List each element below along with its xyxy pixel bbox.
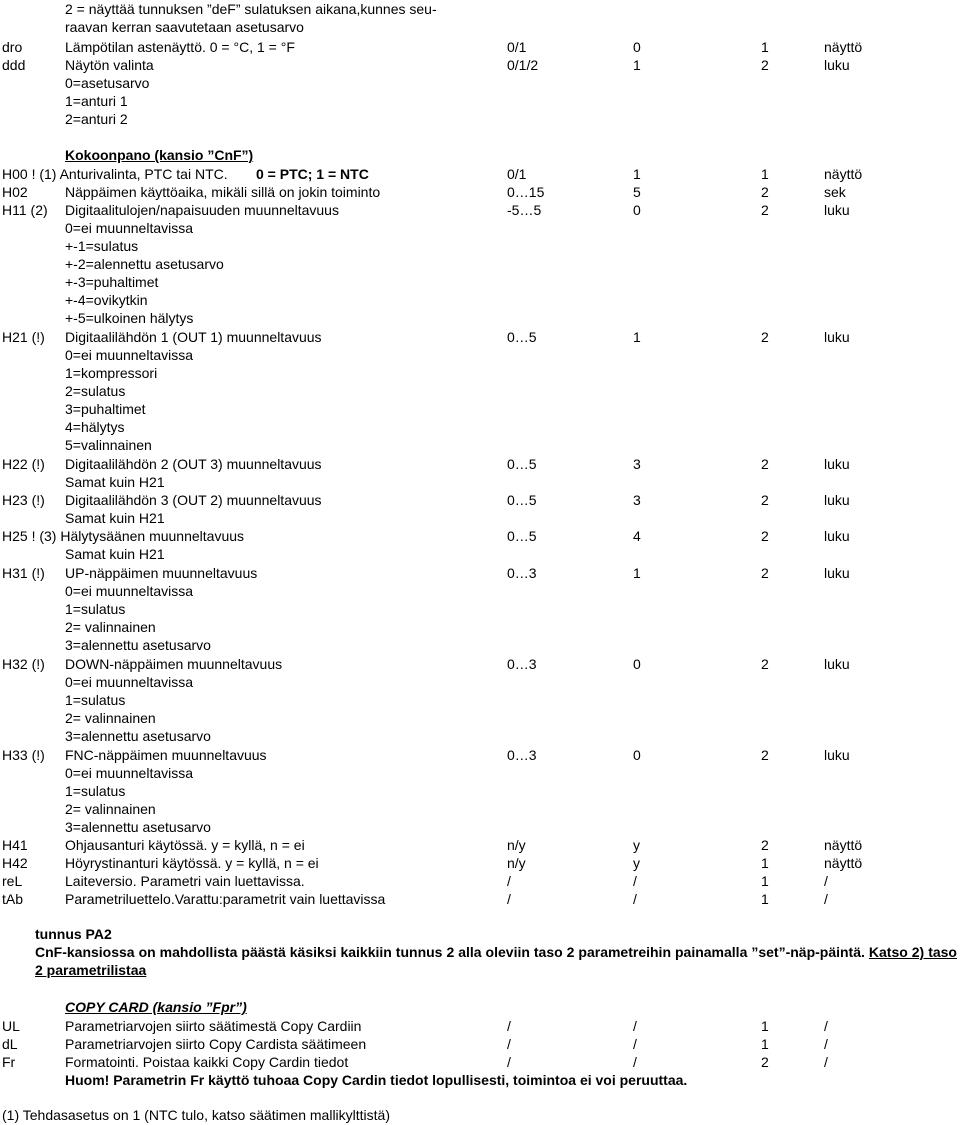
param-unit: luku bbox=[824, 747, 850, 763]
table-row bbox=[0, 382, 960, 400]
param-level: 1 bbox=[761, 39, 769, 55]
param-description: 1=kompressori bbox=[65, 365, 158, 381]
param-level: 2 bbox=[761, 1054, 769, 1070]
param-description: Näytön valinta bbox=[65, 57, 154, 73]
param-code-desc: H00 ! (1) Anturivalinta, PTC tai NTC. bbox=[2, 166, 228, 182]
table-row bbox=[0, 527, 960, 545]
param-default: / bbox=[633, 873, 637, 889]
param-code: ddd bbox=[2, 57, 26, 73]
table-row bbox=[0, 491, 960, 509]
param-description: Digitaalitulojen/napaisuuden muunneltavuus bbox=[65, 202, 339, 218]
param-description: +-3=puhaltimet bbox=[65, 274, 159, 290]
param-level: 2 bbox=[761, 656, 769, 672]
param-default: / bbox=[633, 891, 637, 907]
param-description: 0=ei muunneltavissa bbox=[65, 347, 194, 363]
param-range: / bbox=[507, 1018, 511, 1034]
param-unit: luku bbox=[824, 57, 850, 73]
param-unit: luku bbox=[824, 456, 850, 472]
param-default: 1 bbox=[633, 565, 641, 581]
pa2-text: CnF-kansiossa on mahdollista päästä käsiksi kaikkiin tunnus 2 alla oleviin taso 2 parametreihin painamalla ”set”-näp-päintä. bbox=[35, 944, 869, 960]
table-row bbox=[0, 746, 960, 764]
copy-card-heading: COPY CARD (kansio ”Fpr”) bbox=[65, 999, 247, 1015]
param-level: 2 bbox=[761, 747, 769, 763]
table-row bbox=[0, 92, 960, 110]
param-description: Samat kuin H21 bbox=[65, 510, 165, 526]
param-code: Fr bbox=[2, 1054, 16, 1070]
pa2-title: tunnus PA2 bbox=[35, 926, 112, 942]
param-level: 2 bbox=[761, 329, 769, 345]
param-code: H23 (!) bbox=[2, 492, 45, 508]
param-default: 0 bbox=[633, 656, 641, 672]
copy-card-row bbox=[0, 1035, 960, 1053]
table-row bbox=[0, 764, 960, 782]
table-row bbox=[0, 836, 960, 854]
param-code: reL bbox=[2, 873, 23, 889]
table-row bbox=[0, 237, 960, 255]
param-level: 2 bbox=[761, 528, 769, 544]
param-description: Parametriarvojen siirto säätimestä Copy Cardiin bbox=[65, 1018, 362, 1034]
param-range: 0…3 bbox=[507, 747, 537, 763]
param-unit: luku bbox=[824, 492, 850, 508]
param-description: 0=ei muunneltavissa bbox=[65, 674, 194, 690]
param-range: 0…3 bbox=[507, 656, 537, 672]
param-level: 2 bbox=[761, 57, 769, 73]
param-level: 2 bbox=[761, 837, 769, 853]
param-range: / bbox=[507, 873, 511, 889]
param-description: 1=sulatus bbox=[65, 783, 126, 799]
param-default: 0 bbox=[633, 747, 641, 763]
param-default: 3 bbox=[633, 456, 641, 472]
param-level: 2 bbox=[761, 492, 769, 508]
table-row bbox=[0, 346, 960, 364]
table-row bbox=[0, 727, 960, 745]
section-heading: Kokoonpano (kansio ”CnF”) bbox=[65, 147, 254, 163]
param-code: H11 (2) bbox=[2, 202, 48, 218]
param-range: 0/1 bbox=[507, 39, 527, 55]
param-description: +-1=sulatus bbox=[65, 238, 139, 254]
param-description: FNC-näppäimen muunneltavuus bbox=[65, 747, 267, 763]
param-description: Parametriluettelo.Varattu:parametrit vain luettavissa bbox=[65, 891, 386, 907]
param-description: 3=puhaltimet bbox=[65, 401, 146, 417]
table-row bbox=[0, 364, 960, 382]
param-description: 2=sulatus bbox=[65, 383, 126, 399]
copy-card-row bbox=[0, 1053, 960, 1071]
table-row bbox=[0, 854, 960, 872]
table-row bbox=[0, 0, 960, 18]
param-code: H33 (!) bbox=[2, 747, 45, 763]
param-level: 1 bbox=[761, 1018, 769, 1034]
param-range: n/y bbox=[507, 855, 526, 871]
param-level: 2 bbox=[761, 456, 769, 472]
param-range: 0…5 bbox=[507, 329, 537, 345]
param-level: 1 bbox=[761, 891, 769, 907]
param-description: Parametriarvojen siirto Copy Cardista säätimeen bbox=[65, 1036, 367, 1052]
param-code: H31 (!) bbox=[2, 565, 45, 581]
param-level: 2 bbox=[761, 565, 769, 581]
table-row bbox=[0, 219, 960, 237]
table-row bbox=[0, 110, 960, 128]
table-row bbox=[0, 691, 960, 709]
param-description: Lämpötilan astenäyttö. 0 = °C, 1 = °F bbox=[65, 39, 295, 55]
table-row bbox=[0, 673, 960, 691]
param-code: UL bbox=[2, 1018, 20, 1034]
footnote: (1) Tehdasasetus on 1 (NTC tulo, katso säätimen mallikylttistä) bbox=[2, 1107, 391, 1123]
param-range: / bbox=[507, 1036, 511, 1052]
param-default: / bbox=[633, 1036, 637, 1052]
table-row bbox=[0, 600, 960, 618]
param-level: 2 bbox=[761, 202, 769, 218]
param-description: Samat kuin H21 bbox=[65, 474, 165, 490]
param-code: H21 (!) bbox=[2, 329, 45, 345]
table-row bbox=[0, 400, 960, 418]
table-row bbox=[0, 872, 960, 890]
table-row bbox=[0, 636, 960, 654]
pa2-link[interactable]: Katso 2) taso 2 parametrilistaa bbox=[35, 944, 957, 978]
param-unit: sek bbox=[824, 184, 846, 200]
table-row bbox=[0, 328, 960, 346]
param-level: 1 bbox=[761, 873, 769, 889]
param-unit: / bbox=[824, 1018, 828, 1034]
param-code: tAb bbox=[2, 891, 24, 907]
param-description: 0=ei muunneltavissa bbox=[65, 583, 194, 599]
param-level: 1 bbox=[761, 166, 769, 182]
param-default: y bbox=[633, 855, 640, 871]
table-row bbox=[0, 309, 960, 327]
param-description: Digitaalilähdön 3 (OUT 2) muunneltavuus bbox=[65, 492, 322, 508]
param-description: 3=alennettu asetusarvo bbox=[65, 819, 211, 835]
table-row bbox=[0, 618, 960, 636]
param-code: H02 bbox=[2, 184, 28, 200]
param-range: 0/1 bbox=[507, 166, 527, 182]
param-code: H22 (!) bbox=[2, 456, 45, 472]
table-row bbox=[0, 890, 960, 908]
param-range: 0/1/2 bbox=[507, 57, 539, 73]
param-default: / bbox=[633, 1018, 637, 1034]
param-unit: / bbox=[824, 1054, 828, 1070]
table-row bbox=[0, 818, 960, 836]
param-range: 0…15 bbox=[507, 184, 545, 200]
param-code: dL bbox=[2, 1036, 18, 1052]
table-row bbox=[0, 255, 960, 273]
pa2-description bbox=[35, 943, 957, 979]
param-description: Ohjausanturi käytössä. y = kyllä, n = ei bbox=[65, 837, 305, 853]
param-code-desc: H25 ! (3) Hälytysäänen muunneltavuus bbox=[2, 528, 245, 544]
param-description: 4=hälytys bbox=[65, 419, 125, 435]
param-range: 0…3 bbox=[507, 565, 537, 581]
param-unit: näyttö bbox=[824, 166, 863, 182]
param-description: 1=sulatus bbox=[65, 692, 126, 708]
table-row bbox=[0, 418, 960, 436]
param-desc-bold: 0 = PTC; 1 = NTC bbox=[256, 166, 369, 182]
param-description: 2= valinnainen bbox=[65, 710, 156, 726]
param-description: DOWN-näppäimen muunneltavuus bbox=[65, 656, 283, 672]
param-range: / bbox=[507, 891, 511, 907]
table-row bbox=[0, 38, 960, 56]
param-code: H42 bbox=[2, 855, 28, 871]
table-row bbox=[0, 273, 960, 291]
param-default: 1 bbox=[633, 329, 641, 345]
table-row bbox=[0, 509, 960, 527]
param-range: n/y bbox=[507, 837, 526, 853]
param-default: 3 bbox=[633, 492, 641, 508]
table-row bbox=[0, 545, 960, 563]
param-unit: / bbox=[824, 891, 828, 907]
param-unit: luku bbox=[824, 202, 850, 218]
param-default: 0 bbox=[633, 39, 641, 55]
param-default: y bbox=[633, 837, 640, 853]
table-row bbox=[0, 146, 960, 164]
param-unit: / bbox=[824, 873, 828, 889]
param-level: 1 bbox=[761, 1036, 769, 1052]
param-unit: näyttö bbox=[824, 39, 863, 55]
param-description: 2= valinnainen bbox=[65, 801, 156, 817]
param-unit: näyttö bbox=[824, 837, 863, 853]
copy-card-row bbox=[0, 1017, 960, 1035]
table-row bbox=[0, 183, 960, 201]
copy-card-heading-line bbox=[0, 998, 960, 1016]
table-row bbox=[0, 436, 960, 454]
param-description: 3=alennettu asetusarvo bbox=[65, 637, 211, 653]
param-default: 1 bbox=[633, 166, 641, 182]
param-range: 0…5 bbox=[507, 456, 537, 472]
param-unit: luku bbox=[824, 329, 850, 345]
table-row bbox=[0, 782, 960, 800]
param-level: 2 bbox=[761, 184, 769, 200]
param-range: / bbox=[507, 1054, 511, 1070]
table-row bbox=[0, 74, 960, 92]
param-code: H32 (!) bbox=[2, 656, 45, 672]
param-description: Näppäimen käyttöaika, mikäli sillä on jokin toiminto bbox=[65, 184, 381, 200]
table-row bbox=[0, 201, 960, 219]
param-default: 0 bbox=[633, 202, 641, 218]
table-row bbox=[0, 18, 960, 36]
table-row bbox=[0, 800, 960, 818]
param-description: 2= valinnainen bbox=[65, 619, 156, 635]
param-unit: / bbox=[824, 1036, 828, 1052]
param-description: 2 = näyttää tunnuksen ”deF” sulatuksen aikana,kunnes seu- bbox=[65, 1, 437, 17]
table-row bbox=[0, 291, 960, 309]
param-description: 0=asetusarvo bbox=[65, 75, 150, 91]
param-unit: luku bbox=[824, 528, 850, 544]
param-description: Höyrystinanturi käytössä. y = kyllä, n = ei bbox=[65, 855, 319, 871]
param-description: UP-näppäimen muunneltavuus bbox=[65, 565, 258, 581]
param-level: 1 bbox=[761, 855, 769, 871]
param-range: 0…5 bbox=[507, 528, 537, 544]
param-description: 2=anturi 2 bbox=[65, 111, 128, 127]
param-range: 0…5 bbox=[507, 492, 537, 508]
param-default: 1 bbox=[633, 57, 641, 73]
param-default: 5 bbox=[633, 184, 641, 200]
param-description: Formatointi. Poistaa kaikki Copy Cardin tiedot bbox=[65, 1054, 349, 1070]
param-description: +-5=ulkoinen hälytys bbox=[65, 310, 194, 326]
table-row bbox=[0, 582, 960, 600]
param-default: / bbox=[633, 1054, 637, 1070]
param-description: 0=ei muunneltavissa bbox=[65, 220, 194, 236]
param-range: -5…5 bbox=[507, 202, 542, 218]
param-description: raavan kerran saavutetaan asetusarvo bbox=[65, 19, 304, 35]
param-unit: luku bbox=[824, 565, 850, 581]
table-row bbox=[0, 455, 960, 473]
param-unit: luku bbox=[824, 656, 850, 672]
pa2-title-line bbox=[0, 925, 960, 943]
param-code: H41 bbox=[2, 837, 28, 853]
table-row bbox=[0, 655, 960, 673]
table-row bbox=[0, 564, 960, 582]
param-description: 0=ei muunneltavissa bbox=[65, 765, 194, 781]
param-description: +-2=alennettu asetusarvo bbox=[65, 256, 224, 272]
param-description: 5=valinnainen bbox=[65, 437, 152, 453]
param-unit: näyttö bbox=[824, 855, 863, 871]
param-description: Laiteversio. Parametri vain luettavissa. bbox=[65, 873, 305, 889]
param-description: Digitaalilähdön 1 (OUT 1) muunneltavuus bbox=[65, 329, 322, 345]
table-row bbox=[0, 165, 960, 183]
table-row bbox=[0, 56, 960, 74]
table-row bbox=[0, 709, 960, 727]
copy-card-warning: Huom! Parametrin Fr käyttö tuhoaa Copy Cardin tiedot lopullisesti, toimintoa ei voi peruuttaa. bbox=[65, 1072, 688, 1088]
param-description: +-4=ovikytkin bbox=[65, 292, 148, 308]
param-default: 4 bbox=[633, 528, 641, 544]
param-description: 3=alennettu asetusarvo bbox=[65, 728, 211, 744]
param-description: Samat kuin H21 bbox=[65, 546, 165, 562]
copy-card-warning-line bbox=[0, 1071, 960, 1089]
param-code: dro bbox=[2, 39, 23, 55]
param-description: 1=anturi 1 bbox=[65, 93, 128, 109]
param-description: Digitaalilähdön 2 (OUT 3) muunneltavuus bbox=[65, 456, 322, 472]
table-row bbox=[0, 473, 960, 491]
param-description: 1=sulatus bbox=[65, 601, 126, 617]
